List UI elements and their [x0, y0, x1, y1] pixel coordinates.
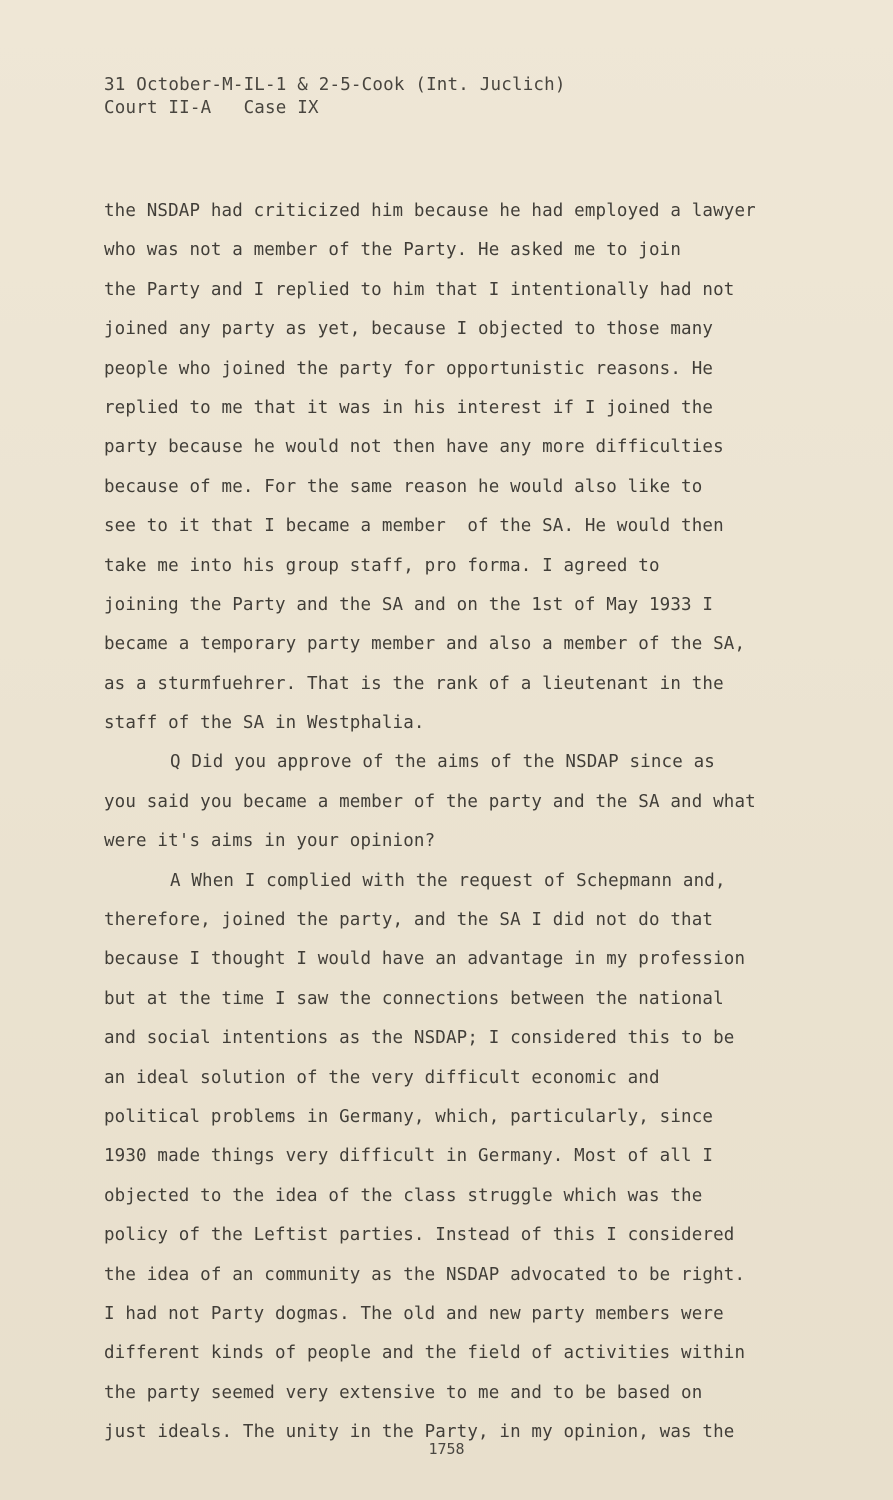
- answer-line: A When I complied with the request of Schepmann and,: [170, 870, 726, 891]
- text-line: because of me. For the same reason he would also like to: [104, 476, 703, 497]
- text-line: the party seemed very extensive to me and to be based on: [104, 1382, 703, 1403]
- text-line: the Party and I replied to him that I intentionally had not: [104, 279, 735, 300]
- text-line: became a temporary party member and also a member of the SA,: [104, 634, 746, 655]
- text-line: and social intentions as the NSDAP; I considered this to be: [104, 1028, 735, 1049]
- text-line: you said you became a member of the party and the SA and what: [104, 791, 756, 812]
- text-line: policy of the Leftist parties. Instead of this I considered: [104, 1225, 735, 1246]
- text-line: party because he would not then have any more difficulties: [104, 437, 724, 458]
- text-line: were it's aims in your opinion?: [104, 831, 436, 852]
- text-line: who was not a member of the Party. He asked me to join: [104, 240, 682, 261]
- text-line: replied to me that it was in his interest if I joined the: [104, 397, 714, 418]
- text-line: different kinds of people and the field of activities within: [104, 1343, 746, 1364]
- header-line-court: Court II-A Case IX: [104, 98, 319, 118]
- text-line: an ideal solution of the very difficult economic and: [104, 1067, 660, 1088]
- text-line: but at the time I saw the connections between the national: [104, 988, 724, 1009]
- text-line: 1930 made things very difficult in Germany. Most of all I: [104, 1146, 714, 1167]
- transcript-body: [104, 192, 824, 1453]
- text-line: as a sturmfuehrer. That is the rank of a lieutenant in the: [104, 673, 724, 694]
- question-line: Q Did you approve of the aims of the NSDAP since as: [170, 752, 715, 773]
- document-header: [104, 74, 566, 120]
- text-line: take me into his group staff, pro forma. I agreed to: [104, 555, 660, 576]
- text-line: the NSDAP had criticized him because he had employed a lawyer: [104, 201, 756, 221]
- text-line: people who joined the party for opportunistic reasons. He: [104, 358, 714, 379]
- text-line: I had not Party dogmas. The old and new party members were: [104, 1303, 724, 1324]
- text-line: the idea of an community as the NSDAP advocated to be right.: [104, 1264, 746, 1285]
- text-line: joined any party as yet, because I objected to those many: [104, 319, 714, 340]
- text-line: political problems in Germany, which, particularly, since: [104, 1106, 714, 1127]
- text-line: staff of the SA in Westphalia.: [104, 713, 425, 734]
- text-line: just ideals. The unity in the Party, in my opinion, was the: [104, 1422, 735, 1443]
- text-line: joining the Party and the SA and on the 1st of May 1933 I: [104, 594, 714, 615]
- text-line: therefore, joined the party, and the SA I did not do that: [104, 910, 714, 931]
- page-number: 1758: [428, 1440, 465, 1458]
- text-line: see to it that I became a member of the SA. He would then: [104, 516, 724, 537]
- text-line: because I thought I would have an advantage in my profession: [104, 949, 746, 970]
- header-line-date-case: 31 October-M-IL-1 & 2-5-Cook (Int. Juclich): [104, 75, 566, 95]
- text-line: objected to the idea of the class struggle which was the: [104, 1185, 703, 1206]
